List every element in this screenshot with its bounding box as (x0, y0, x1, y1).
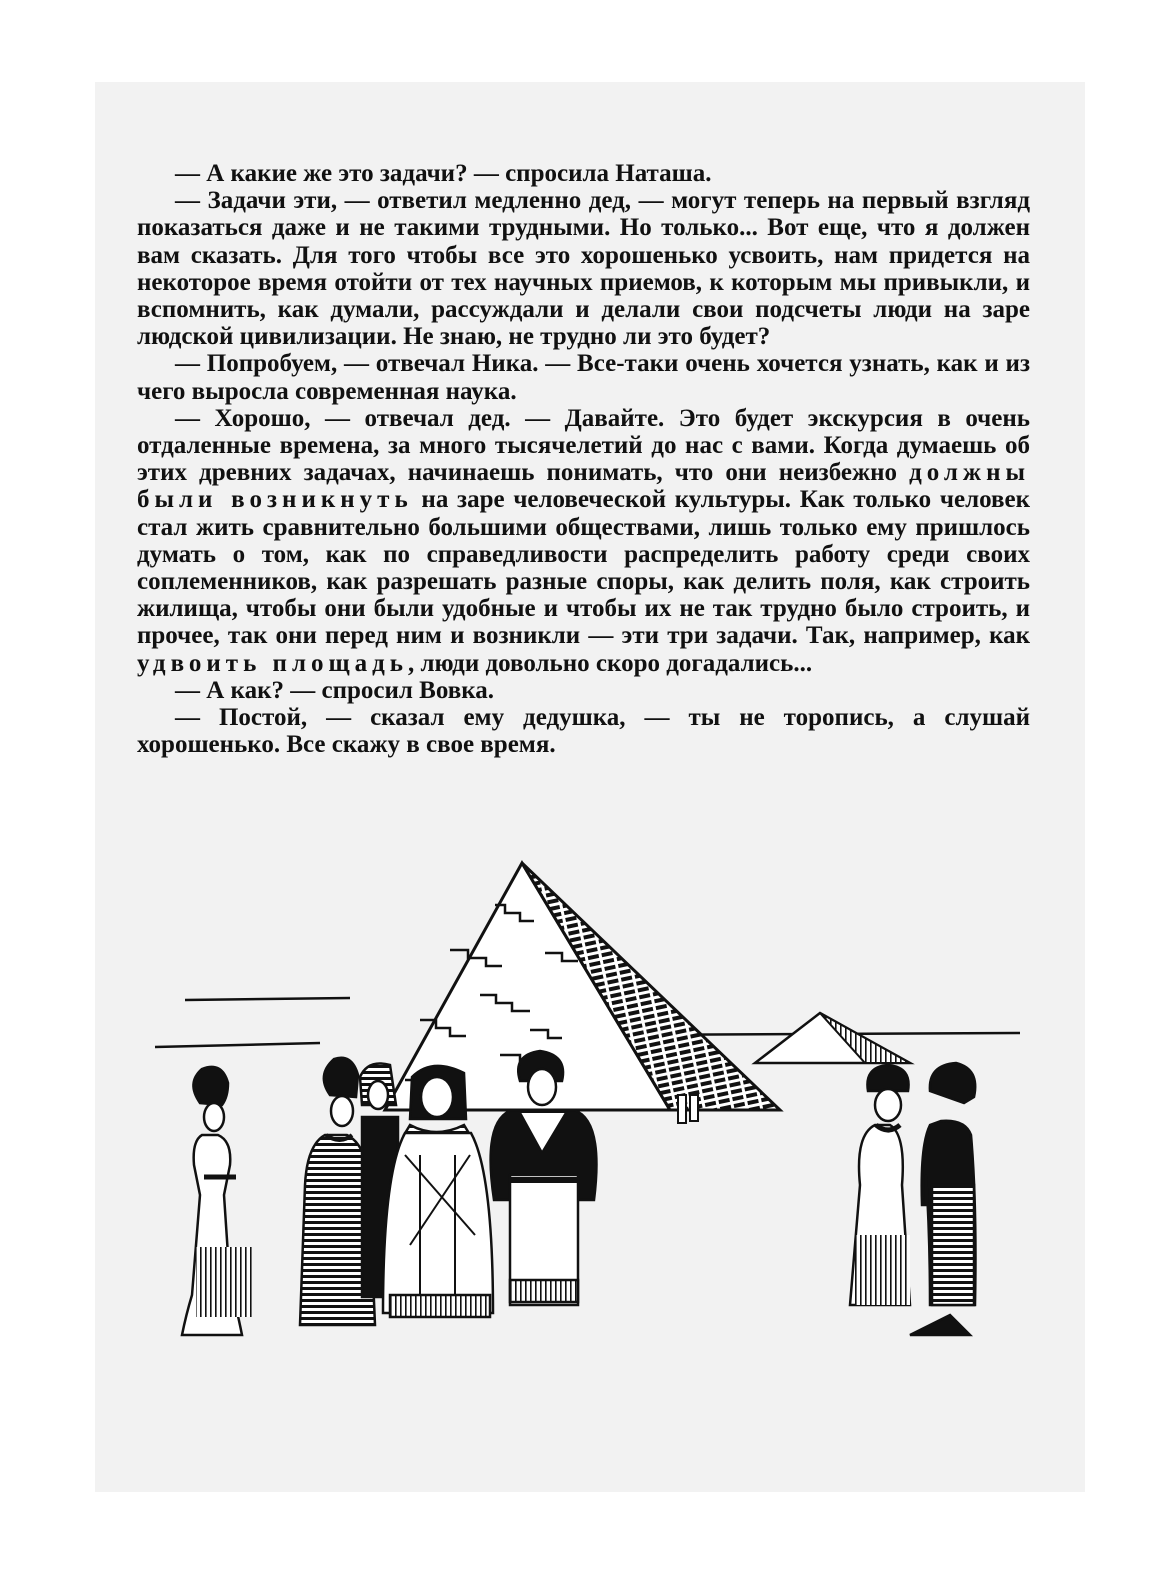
paragraph-4-part-a: — Хорошо, — отвечал дед. — Давайте. Это будет экскурсия в очень отдаленные времена, за много тысячелетий до нас с вами. Когда думаешь об этих древних задачах, начинаешь понимать, что они неизбежно (137, 404, 1030, 487)
paragraph-2: — Задачи эти, — ответил медленно дед, — могут теперь на первый взгляд показаться даже и не такими трудными. Но только... Вот еще, что я должен вам сказать. Для того чтобы все это хорошенько усвоить, нам придется на некоторое время отойти от тех научных приемов, к которым мы привыкли, и вспомнить, как думали, рассуждали и делали свои подсчеты люди на заре людской цивилизации. Не знаю, не трудно ли это будет? (137, 187, 1030, 351)
body-text (137, 160, 1030, 758)
small-pyramid (755, 1013, 910, 1063)
paragraph-5: — А как? — спросил Вовка. (175, 676, 494, 704)
paragraph-4 (137, 405, 1030, 677)
emphasis-double-area: удвоить площадь (137, 649, 408, 677)
paragraph-3: — Попробуем, — отвечал Ника. — Все-таки очень хочется узнать, как и из чего выросла современная наука. (137, 350, 1030, 405)
pyramids-illustration (150, 855, 1030, 1365)
paragraph-4-part-b: на заре человеческой культуры. Как только человек стал жить сравнительно большими обществами, лишь только ему пришлось думать о том, как по справедливости распределить работу среди своих соплеменников, как разрешать разные споры, как делить поля, как строить жилища, чтобы они были удобные и чтобы их не так трудно было строить, и прочее, так они перед ним и возникли — эти три задачи. Так, например, как (137, 486, 1030, 650)
figure-woman-left (182, 1067, 252, 1335)
emphasis-must-have-arisen: должны были возникнуть (137, 459, 1030, 514)
paragraph-1: — А какие же это задачи? — спросила Наташа. (175, 160, 712, 187)
paragraph-4-part-c: , люди довольно скоро догадались... (407, 649, 813, 677)
paragraph-6: — Постой, — сказал ему дедушка, — ты не торопись, а слушай хорошенько. Все скажу в свое время. (137, 704, 1030, 759)
figure-man-right (910, 1063, 976, 1335)
figure-woman-right (850, 1065, 910, 1305)
